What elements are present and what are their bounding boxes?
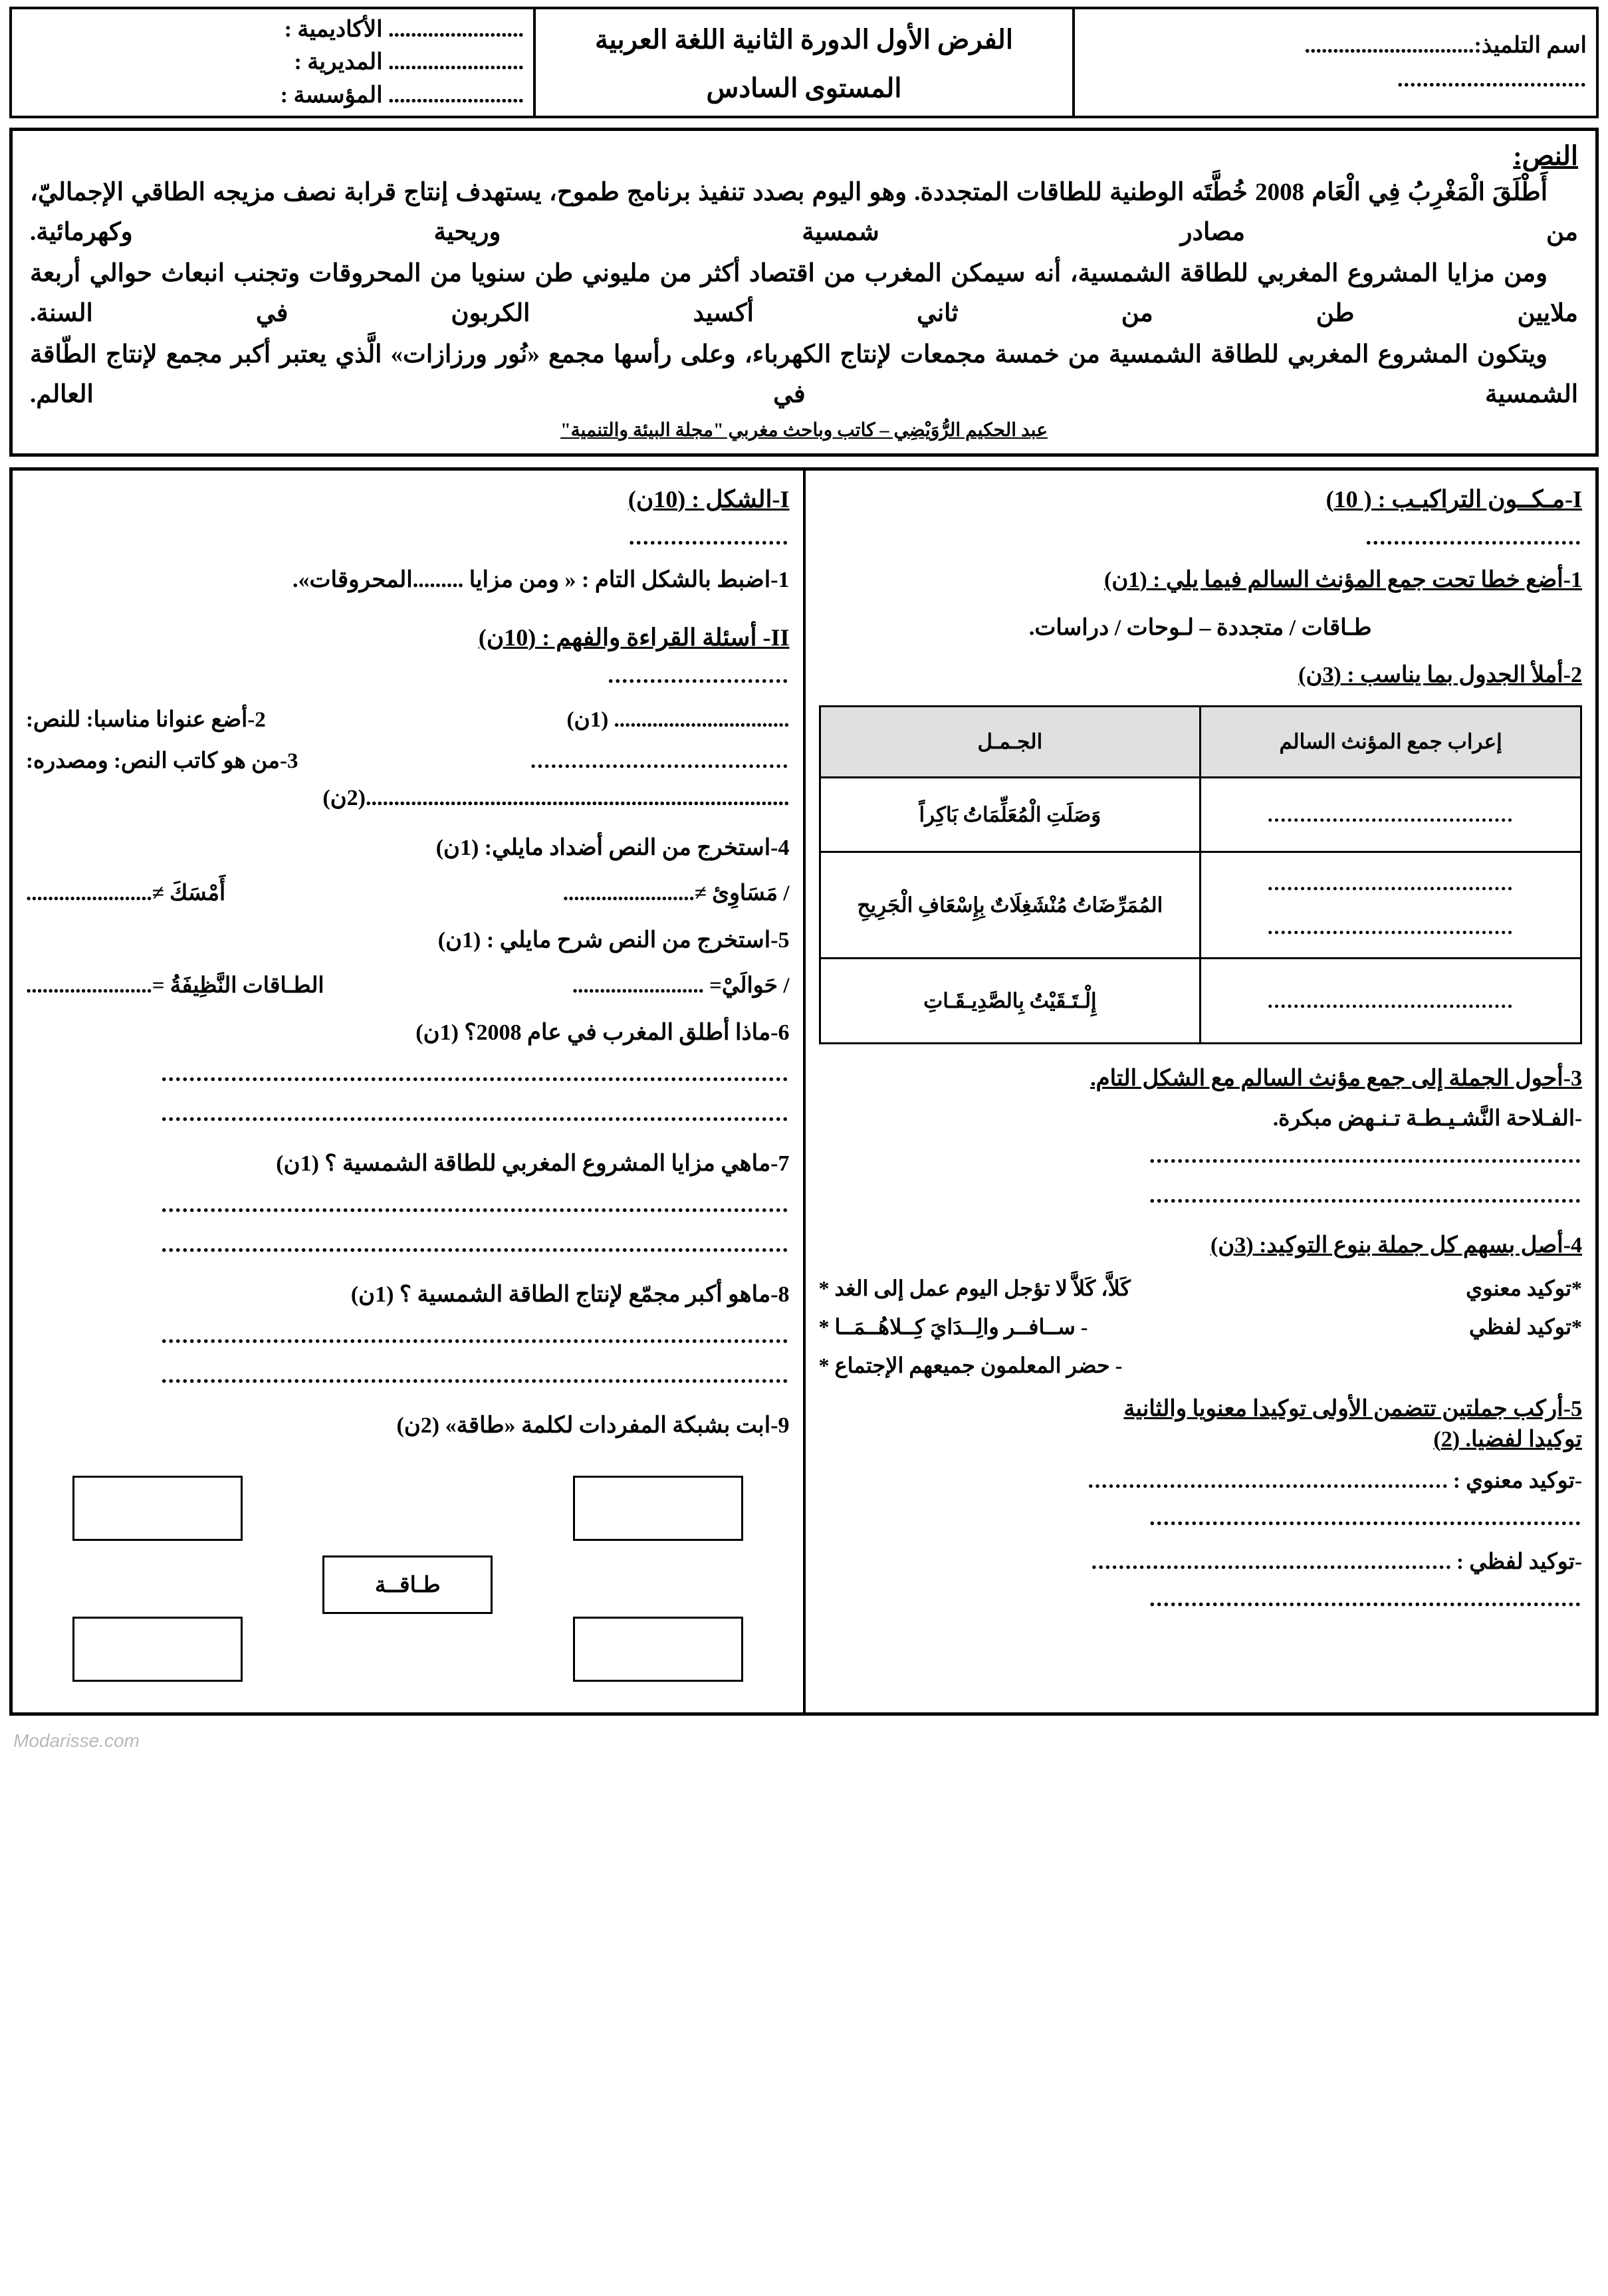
tarakib-question-3 <box>819 1062 1583 1095</box>
tarakib-q3-answer-line-1[interactable]: .............................................................. <box>1149 1143 1582 1169</box>
grammar-answer-dots[interactable]: ...................................... <box>1267 802 1514 826</box>
reading-q7-line-1[interactable]: .......................................................................................... <box>161 1192 790 1217</box>
reading-title-text: II- أسئلة القراءة والفهم : (10ن) <box>478 624 790 651</box>
tarakib-q1-words: طـاقات / متجددة – لـوحات / دراسات. <box>1028 616 1372 641</box>
grammar-answer-dots[interactable]: ...................................... <box>1267 871 1514 895</box>
reading-q5-answer-a[interactable]: الطـاقات النَّظِيفَةُ =....................... <box>26 974 324 998</box>
grammar-cell-iraab[interactable] <box>1201 852 1581 959</box>
text-label: النص: <box>1513 140 1578 171</box>
reading-q5-answers[interactable] <box>26 972 790 998</box>
grammar-cell-iraab[interactable] <box>1201 778 1581 852</box>
tarakib-q3-text: 3-أحول الجملة إلى جمع مؤنث السالم مع الشكل التام. <box>1090 1066 1582 1091</box>
reading-question-9: 9-ابت بشبكة المفردات لكلمة «طاقة» (2ن) <box>396 1413 790 1438</box>
tarakib-q3-answer-line-2[interactable]: .............................................................. <box>1149 1183 1582 1208</box>
tarakib-question-1 <box>819 563 1583 597</box>
pupil-name-dots-line <box>1084 62 1587 96</box>
reading-title-dots: .......................... <box>608 663 790 689</box>
reading-question-5: 5-استخرج من النص شرح مايلي : (1ن) <box>437 928 790 953</box>
match-tag-2[interactable]: *توكيد لفظي <box>1469 1315 1582 1339</box>
pupil-name-label: اسم التلميذ: <box>1474 33 1587 58</box>
tarakib-q4-text: 4-أصل بسهم كل جملة بنوع التوكيد: (3ن) <box>1210 1233 1582 1258</box>
header-table <box>9 7 1599 118</box>
directorate-row <box>21 46 524 78</box>
tarakib-q3-sentence: -الفـلاحة النَّشـيـطـة تـنـهض مبكرة. <box>1272 1107 1582 1131</box>
reading-question-2 <box>26 706 790 733</box>
grammar-header-jumla: الجـمـل <box>820 707 1201 778</box>
tarakib-q5-answer-a[interactable] <box>819 1467 1583 1494</box>
header-pupil-cell <box>1074 8 1597 117</box>
word-web-box-bottom-left[interactable] <box>72 1617 243 1682</box>
exam-title: الفرض الأول الدورة الثانية اللغة العربية <box>595 25 1013 55</box>
reading-q3-text: 3-من هو كاتب النص: ومصدره: <box>26 749 298 774</box>
word-web-box-bottom-right[interactable] <box>573 1617 743 1682</box>
table-row <box>820 852 1581 959</box>
word-web-diagram <box>26 1476 790 1695</box>
reading-q8-line-2[interactable]: .......................................................................................... <box>161 1363 790 1388</box>
tarakib-q5-label-a: -توكيد معنوي : <box>1452 1469 1582 1494</box>
grammar-header-iraab: إعراب جمع المؤنث السالم <box>1201 707 1581 778</box>
reading-q4-answer-a[interactable]: أَمْسَكَ ≠....................... <box>26 881 226 906</box>
shakl-question-1: 1-اضبط بالشكل التام : « ومن مزايا .........المحروقات». <box>292 568 790 593</box>
reading-q3-dots[interactable]: ...................................... <box>530 749 790 774</box>
pupil-name-field <box>1084 29 1587 62</box>
word-web-center-box: طـاقــة <box>322 1555 493 1614</box>
tarakib-question-4 <box>819 1228 1583 1262</box>
reading-q5-answer-b[interactable]: / حَوالَيْ= ........................ <box>572 974 790 998</box>
reading-q3-answer-line[interactable]: ...........................................................................(2ن) <box>322 786 790 811</box>
tarakib-q2-text: 2-أملأ الجدول بما يناسب : (3ن) <box>1298 663 1582 688</box>
match-row-3[interactable] <box>819 1353 1583 1378</box>
tarakib-section-title <box>819 485 1583 513</box>
match-sentence-3[interactable]: - حضر المعلمون جميعهم الإجتماع * <box>818 1353 1123 1378</box>
questions-row <box>11 469 1597 1714</box>
grammar-cell-iraab[interactable] <box>1201 959 1581 1044</box>
reading-column <box>11 469 804 1714</box>
directorate-dots: ........................ <box>388 50 524 75</box>
tarakib-q5-answer-b-line2[interactable]: .............................................................. <box>1149 1587 1582 1612</box>
reading-q4-answer-b[interactable]: / مَسَاوِئ ≠........................ <box>562 881 790 906</box>
directorate-label: المديرية : <box>294 50 383 75</box>
grammar-cell-jumla: وَصَلَتِ الْمُعَلِّمَاتُ بَاكِراً <box>820 778 1201 852</box>
reading-question-3 <box>26 747 790 774</box>
reading-text-box <box>9 128 1599 457</box>
tarakib-q5-dots-b[interactable]: ..................................................... <box>1091 1550 1452 1575</box>
tarakib-q5-dots-a[interactable]: ..................................................... <box>1088 1469 1449 1494</box>
institution-label: المؤسسة : <box>280 82 383 108</box>
reading-q2-dots[interactable]: ................................ (1ن) <box>566 708 790 733</box>
grammar-table-body <box>820 778 1581 1044</box>
reading-q6-line-1[interactable]: .......................................................................................... <box>161 1062 790 1087</box>
reading-q6-line-2[interactable]: .......................................................................................... <box>161 1101 790 1127</box>
reading-q8-line-1[interactable]: .......................................................................................... <box>161 1323 790 1348</box>
pupil-name-dots: .............................. <box>1304 33 1474 58</box>
passage-paragraph-1: أَطْلَقَ الْمَغْرِبُ فِي الْعَام 2008 خُطَّتَه الوطنية للطاقات المتجددة. وهو اليوم بصدد تنفيذ برنامج طموح، يستهدف إنتاج قرابة نصف مزيجه الطاقي الإجماليّ، من مصادر شمسية وريحية وكهرمائية. <box>30 178 1578 246</box>
academy-row <box>21 13 524 46</box>
reading-question-4: 4-استخرج من النص أضداد مايلي: (1ن) <box>435 836 790 861</box>
reading-section-title <box>26 624 790 651</box>
tarakib-q1-text: 1-أضع خطا تحت جمع المؤنث السالم فيما يلي : (1ن) <box>1104 568 1582 593</box>
header-school-info-cell <box>11 8 534 117</box>
tarakib-q5-answer-b[interactable] <box>819 1548 1583 1575</box>
tarakib-q5-answer-a-line2[interactable]: .............................................................. <box>1149 1506 1582 1531</box>
match-row-2[interactable] <box>819 1314 1583 1339</box>
word-web-box-top-left[interactable] <box>72 1476 243 1541</box>
shakl-title-dots: ....................... <box>629 524 790 550</box>
institution-dots: ........................ <box>388 82 524 108</box>
match-row-1[interactable] <box>819 1276 1583 1301</box>
reading-question-8: 8-ماهو أكبر مجمّع لإنتاج الطاقة الشمسية ؟ (1ن) <box>350 1282 790 1307</box>
match-sentence-1[interactable]: كَلاَّ، كَلاَّ لا تؤجل اليوم عمل إلى الغد * <box>818 1276 1131 1301</box>
passage-paragraph-2: ومن مزايا المشروع المغربي للطاقة الشمسية، أنه سيمكن المغرب من اقتصاد أكثر من مليوني طن سنويا من المحروقات وتجنب انبعاث حوالي أربعة ملايين طن من ثاني أكسيد الكربون في السنة. <box>30 259 1578 327</box>
grammar-table-head <box>820 707 1581 778</box>
tarakib-q5-label-b: -توكيد لفظي : <box>1456 1550 1582 1575</box>
grammar-table <box>819 705 1583 1044</box>
grammar-answer-dots[interactable]: ...................................... <box>1267 988 1514 1012</box>
reading-question-7: 7-ماهي مزايا المشروع المغربي للطاقة الشمسية ؟ (1ن) <box>276 1151 790 1176</box>
academy-dots: ........................ <box>388 17 524 42</box>
exam-level: المستوى السادس <box>706 73 902 104</box>
academy-label: الأكاديمية : <box>284 17 383 42</box>
tarakib-column <box>804 469 1597 1714</box>
match-tag-1[interactable]: *توكيد معنوي <box>1466 1276 1582 1301</box>
passage-paragraph-3: ويتكون المشروع المغربي للطاقة الشمسية من خمسة مجمعات لإنتاج الكهرباء، وعلى رأسها مجمع «نُور ورزازات» الَّذي يعتبر أكبر مجمع لإنتاج الطّاقة الشمسية في العالم. <box>30 340 1578 408</box>
grammar-header-row <box>820 707 1581 778</box>
tarakib-question-2 <box>819 658 1583 692</box>
reading-q7-line-2[interactable]: .......................................................................................... <box>161 1232 790 1257</box>
reading-question-6: 6-ماذا أطلق المغرب في عام 2008؟ (1ن) <box>415 1020 790 1046</box>
table-row <box>820 959 1581 1044</box>
grammar-cell-jumla: إِلْـتَـقَيْتُ بِالصَّدِيـقَـاتِ <box>820 959 1201 1044</box>
site-watermark: Modarisse.com <box>13 1730 140 1751</box>
match-sentence-2[interactable]: - ســافــر والِــدَايَ كِــلاهُــمَــا * <box>818 1315 1088 1339</box>
pupil-dots-extra: .............................. <box>1397 66 1587 92</box>
grammar-answer-dots-2[interactable]: ...................................... <box>1267 915 1514 939</box>
text-source-attribution: عبد الحكيم الرُّوَيْضِي – كاتب وباحث مغربي "مجلة البيئة والتنمية" <box>560 419 1048 441</box>
word-web-box-top-right[interactable] <box>573 1476 743 1541</box>
grammar-cell-jumla: المُمَرِّضَاتُ مُنْشَغِلَاتٌ بِإِسْعَافِ الْجَرِيحِ <box>820 852 1201 959</box>
institution-row <box>21 79 524 112</box>
table-row <box>820 778 1581 852</box>
tarakib-question-5-line1: 5-أركب جملتين تتضمن الأولى توكيدا معنويا والثانية <box>1123 1397 1582 1422</box>
questions-table <box>9 467 1599 1716</box>
tarakib-title-text: I-مـكــون التراكيـب : ( 10) <box>1325 485 1582 513</box>
reading-q2-text: 2-أضع عنوانا مناسبا: للنص: <box>26 708 266 733</box>
shakl-title-text: I-الشكل : (10ن) <box>628 485 790 513</box>
tarakib-title-dots: ............................... <box>1365 524 1582 550</box>
reading-q4-answers[interactable] <box>26 879 790 906</box>
header-title-cell <box>534 8 1074 117</box>
shakl-section-title <box>26 485 790 513</box>
header-row <box>11 8 1597 117</box>
tarakib-question-5-line2: توكيدا لفضيا. (2) <box>1433 1427 1582 1452</box>
